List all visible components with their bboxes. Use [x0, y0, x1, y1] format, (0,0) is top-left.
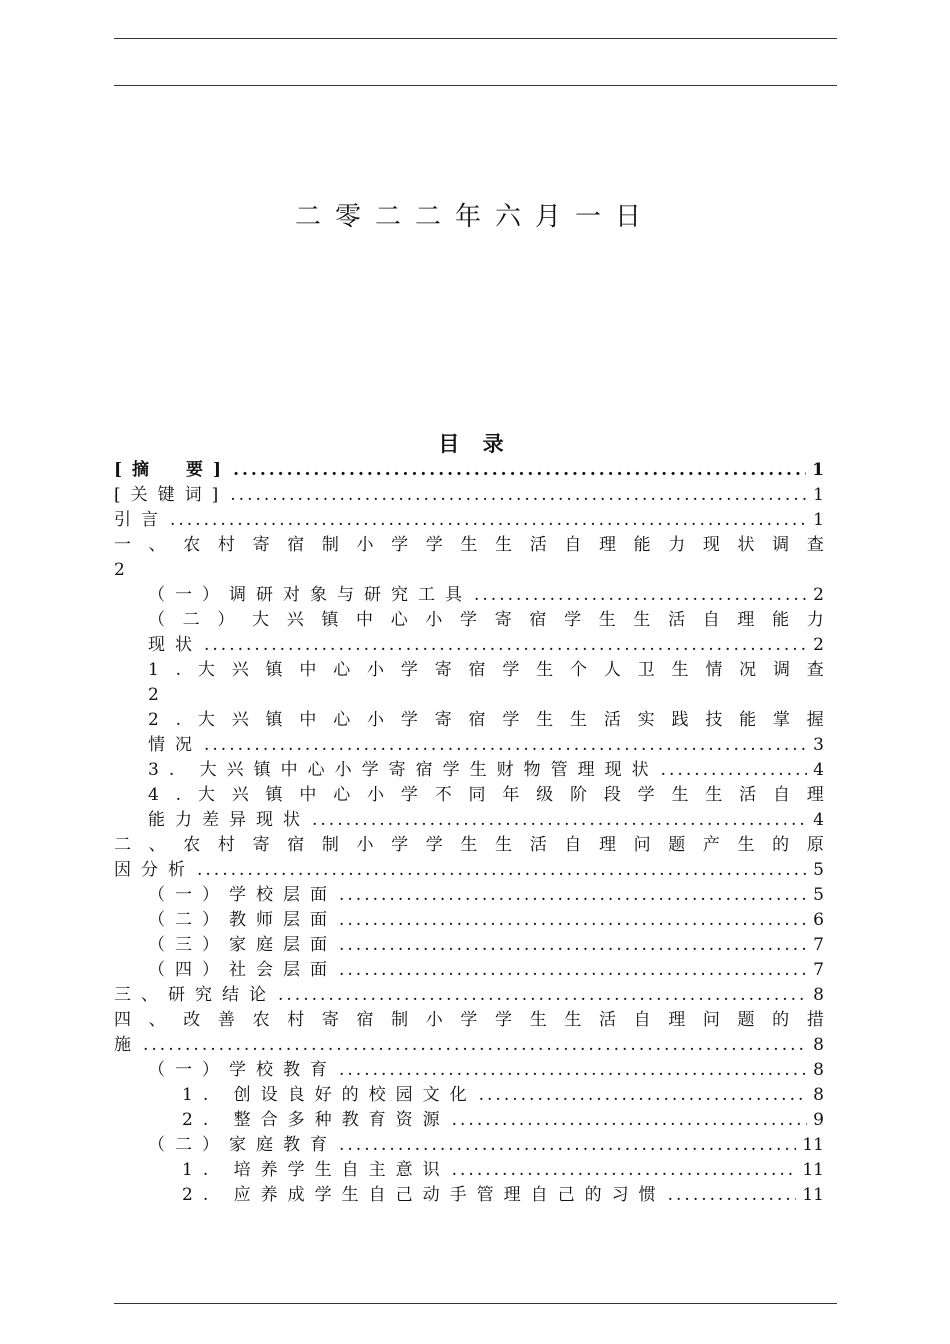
toc-entry-char: 调	[772, 535, 790, 555]
toc-entry-char: 农	[252, 1010, 270, 1030]
toc-entry-char: 人	[603, 660, 621, 680]
toc-entry-char: 宿	[287, 835, 305, 855]
toc-entry-title: 引言	[114, 510, 168, 530]
toc-page-number: 2	[813, 585, 824, 605]
toc-entry-char: 宿	[468, 710, 486, 730]
toc-entry-char: 践	[671, 710, 689, 730]
toc-entry-char: 中	[299, 660, 317, 680]
toc-entry[interactable]	[114, 483, 824, 508]
toc-entry-title: 2. 整合多种教育资源	[182, 1110, 450, 1130]
toc-dot-leader	[668, 1183, 797, 1208]
toc-entry-char: 2	[148, 710, 159, 730]
toc-dot-leader	[278, 983, 807, 1008]
toc-entry-char: 活	[739, 785, 757, 805]
toc-entry[interactable]	[114, 858, 824, 883]
toc-entry-char: 生	[598, 610, 616, 630]
toc-entry-char: 中	[356, 610, 374, 630]
toc-entry[interactable]	[114, 583, 824, 608]
toc-entry-char: 个	[570, 660, 587, 680]
toc-entry-char: 学	[400, 660, 418, 680]
toc-entry-char: 生	[671, 785, 689, 805]
toc-entry-char: 1	[148, 660, 159, 680]
toc-entry-wrapped[interactable]	[114, 1008, 824, 1033]
toc-entry-char: 理	[668, 1010, 686, 1030]
toc-entry-char: 生	[536, 660, 554, 680]
toc-entry-title: （二）家庭教育	[148, 1135, 337, 1155]
toc-entry-char: 力	[668, 535, 686, 555]
toc-title: 目 录	[438, 432, 512, 456]
toc-entry-char: 生	[495, 535, 513, 555]
header-rule-bottom	[114, 85, 837, 86]
toc-entry-title: 现状	[148, 635, 202, 655]
toc-page-number: 1	[813, 485, 824, 505]
toc-entry-title: （一）学校层面	[148, 885, 337, 905]
toc-dot-leader	[339, 958, 807, 983]
toc-entry-char: 、	[148, 835, 166, 855]
toc-entry-char: .	[175, 660, 182, 680]
toc-dot-leader	[143, 1033, 807, 1058]
toc-entry-char: 理	[598, 835, 616, 855]
toc-dot-leader	[479, 1083, 808, 1108]
toc-entry-char: 活	[529, 835, 547, 855]
toc-dot-leader	[339, 1133, 796, 1158]
toc-entry-char: 原	[806, 835, 824, 855]
toc-entry-char: 学	[502, 710, 520, 730]
toc-page-number: 2	[114, 560, 125, 580]
toc-entry-wrapped[interactable]	[114, 533, 824, 558]
toc-entry-char: 宿	[529, 610, 547, 630]
toc-entry-char: 学	[460, 610, 478, 630]
toc-entry-char: 、	[148, 1010, 166, 1030]
toc-page-number: 5	[813, 860, 824, 880]
toc-entry-char: 的	[772, 1010, 790, 1030]
toc-dot-leader	[339, 1058, 807, 1083]
toc-dot-leader	[339, 908, 807, 933]
toc-entry-char: 自	[564, 835, 582, 855]
toc-entry-char: 措	[806, 1010, 824, 1030]
toc-entry-char: 制	[391, 1010, 409, 1030]
toc-dot-leader	[230, 483, 807, 508]
toc-entry-char: 理	[598, 535, 616, 555]
toc-entry-char: 小	[425, 610, 443, 630]
toc-page-number: 1	[813, 510, 824, 530]
toc-entry-char: 村	[217, 835, 235, 855]
toc-entry-char: 调	[772, 660, 790, 680]
toc-dot-leader	[474, 583, 807, 608]
toc-entry-char: 学	[460, 1010, 478, 1030]
toc-entry-char: 小	[425, 1010, 443, 1030]
toc-page-number: 8	[813, 1060, 824, 1080]
toc-entry-char: 查	[806, 535, 824, 555]
toc-entry-char: 二	[182, 610, 200, 630]
toc-page-number: 2	[148, 685, 159, 705]
toc-page-number: 4	[813, 760, 824, 780]
toc-entry-wrapped[interactable]	[114, 658, 824, 683]
toc-entry-char: 学	[564, 610, 582, 630]
toc-entry-char: 大	[197, 660, 215, 680]
toc-entry-char: 状	[737, 535, 755, 555]
toc-entry-char: 产	[702, 835, 720, 855]
toc-page-number: 2	[813, 635, 824, 655]
toc-entry-title: 因分析	[114, 860, 195, 880]
toc-entry-char: 年	[502, 785, 520, 805]
toc-entry-title: 1. 培养学生自主意识	[182, 1160, 450, 1180]
toc-entry-char: 活	[529, 535, 547, 555]
toc-entry-char: 握	[806, 710, 824, 730]
toc-entry[interactable]	[114, 758, 824, 783]
toc-page-number: 7	[813, 935, 824, 955]
toc-entry-char: 题	[737, 1010, 755, 1030]
toc-entry[interactable]	[114, 983, 824, 1008]
toc-dot-leader	[452, 1158, 797, 1183]
toc-entry-char: 生	[633, 610, 651, 630]
toc-entry-char: 农	[183, 835, 201, 855]
toc-entry-title: （一）调研对象与研究工具	[148, 585, 472, 605]
toc-entry-char: 镇	[265, 710, 283, 730]
toc-entry-char: 活	[598, 1010, 616, 1030]
toc-entry-char: 一	[114, 535, 131, 555]
toc-entry-char: 学	[400, 785, 418, 805]
toc-entry-char: 镇	[321, 610, 339, 630]
toc-entry-char: 学	[391, 535, 409, 555]
toc-entry-char: 理	[806, 785, 824, 805]
toc-page-number: 8	[813, 1035, 824, 1055]
toc-entry-char: .	[175, 785, 182, 805]
toc-entry-title: （一）学校教育	[148, 1060, 337, 1080]
toc-entry-char: 学	[400, 710, 418, 730]
toc-entry-char: 小	[356, 835, 374, 855]
toc-entry-char: 中	[299, 710, 317, 730]
toc-entry-title: 1. 创设良好的校园文化	[182, 1085, 477, 1105]
toc-entry-char: 宿	[468, 660, 486, 680]
toc-entry-char: 况	[739, 660, 757, 680]
toc-entry-char: 情	[705, 660, 723, 680]
toc-entry[interactable]	[114, 1108, 824, 1133]
toc-entry-char: 寄	[321, 1010, 339, 1030]
toc-entry-char: 学	[425, 535, 443, 555]
table-of-contents	[114, 458, 824, 1208]
toc-entry-char: 镇	[265, 785, 283, 805]
toc-entry-char: 大	[252, 610, 270, 630]
toc-entry-wrapped[interactable]	[114, 708, 824, 733]
toc-entry-title: 3. 大兴镇中心小学寄宿学生财物管理现状	[148, 760, 659, 780]
toc-entry-char: 能	[772, 610, 790, 630]
toc-entry[interactable]	[114, 1158, 824, 1183]
toc-entry-char: 理	[737, 610, 755, 630]
toc-entry-char: 自	[633, 1010, 651, 1030]
toc-entry-char: ）	[217, 610, 235, 630]
toc-dot-leader	[170, 508, 807, 533]
toc-entry[interactable]	[114, 508, 824, 533]
toc-dot-leader	[661, 758, 808, 783]
toc-entry[interactable]	[114, 1083, 824, 1108]
toc-entry-char: 问	[633, 835, 651, 855]
toc-page-number: 11	[802, 1185, 824, 1205]
toc-entry-char: 生	[460, 535, 478, 555]
toc-entry[interactable]	[114, 633, 824, 658]
toc-entry-char: 不	[434, 785, 452, 805]
toc-entry-title: [摘 要]	[114, 460, 232, 480]
toc-entry-char: 、	[148, 535, 166, 555]
toc-entry-title: [关键词]	[114, 485, 229, 505]
toc-entry-char: 大	[197, 710, 215, 730]
toc-dot-leader	[204, 633, 807, 658]
toc-entry-char: 活	[603, 710, 621, 730]
toc-entry-continuation[interactable]	[114, 683, 824, 708]
toc-entry-char: 兴	[231, 785, 249, 805]
toc-entry-char: 兴	[231, 710, 249, 730]
toc-entry-char: .	[175, 710, 182, 730]
toc-entry[interactable]	[114, 933, 824, 958]
toc-entry-char: 段	[603, 785, 621, 805]
toc-page-number: 8	[813, 985, 824, 1005]
toc-entry-char: 生	[564, 1010, 582, 1030]
toc-entry-title: 能力差异现状	[148, 810, 310, 830]
toc-entry-char: 农	[183, 535, 201, 555]
toc-entry[interactable]	[114, 883, 824, 908]
toc-entry-char: 阶	[570, 785, 587, 805]
toc-entry[interactable]	[114, 1183, 824, 1208]
toc-entry-char: 心	[333, 660, 351, 680]
toc-entry[interactable]	[114, 1058, 824, 1083]
toc-entry-wrapped[interactable]	[114, 608, 824, 633]
toc-entry-char: 自	[772, 785, 790, 805]
toc-entry-char: 小	[367, 710, 385, 730]
toc-entry[interactable]	[114, 1133, 824, 1158]
toc-entry-char: 活	[668, 610, 686, 630]
toc-entry-char: 小	[356, 535, 374, 555]
toc-entry-char: 4	[148, 785, 159, 805]
toc-entry-char: 寄	[494, 610, 512, 630]
toc-entry-char: 宿	[356, 1010, 374, 1030]
toc-page-number: 1	[812, 460, 824, 480]
toc-entry-char: 级	[536, 785, 554, 805]
toc-page-number: 7	[813, 960, 824, 980]
toc-entry-char: 四	[114, 1010, 131, 1030]
toc-entry-char: 卫	[637, 660, 655, 680]
toc-entry-char: 生	[705, 785, 723, 805]
toc-entry-title: （三）家庭层面	[148, 935, 337, 955]
toc-entry-char: 心	[333, 785, 351, 805]
toc-entry-char: 生	[529, 1010, 547, 1030]
toc-entry-title: 三、研究结论	[114, 985, 276, 1005]
toc-entry-char: 寄	[434, 710, 452, 730]
toc-dot-leader	[204, 733, 807, 758]
toc-entry-char: 善	[217, 1010, 235, 1030]
toc-entry-char: 心	[390, 610, 408, 630]
toc-entry-char: 兴	[286, 610, 304, 630]
toc-page-number: 11	[802, 1135, 824, 1155]
toc-entry-wrapped[interactable]	[114, 783, 824, 808]
toc-page-number: 4	[813, 810, 824, 830]
toc-entry-char: 生	[536, 710, 554, 730]
toc-entry-char: 生	[495, 835, 513, 855]
toc-entry-char: 制	[321, 835, 339, 855]
toc-entry-char: 生	[737, 835, 755, 855]
toc-entry-char: 生	[460, 835, 478, 855]
toc-entry-char: （	[148, 610, 165, 630]
toc-entry-char: 寄	[252, 535, 270, 555]
toc-entry-char: 心	[333, 710, 351, 730]
toc-entry-char: 的	[772, 835, 790, 855]
toc-entry-char: 同	[468, 785, 486, 805]
toc-entry-continuation[interactable]	[114, 558, 824, 583]
toc-page-number: 6	[813, 910, 824, 930]
toc-entry-char: 掌	[772, 710, 790, 730]
toc-entry-char: 二	[114, 835, 131, 855]
toc-entry-char: 大	[197, 785, 215, 805]
toc-entry-char: 生	[570, 710, 587, 730]
toc-entry-char: 现	[702, 535, 720, 555]
toc-entry-char: 村	[287, 1010, 305, 1030]
toc-page-number: 8	[813, 1085, 824, 1105]
toc-entry-char: 查	[806, 660, 824, 680]
toc-entry-char: 学	[425, 835, 443, 855]
toc-entry-char: 小	[367, 785, 385, 805]
toc-entry[interactable]	[114, 1033, 824, 1058]
toc-entry-char: 题	[668, 835, 686, 855]
toc-entry-char: 学	[502, 660, 520, 680]
toc-entry-char: 力	[806, 610, 824, 630]
toc-dot-leader	[197, 858, 807, 883]
toc-entry-title: 情况	[148, 735, 202, 755]
toc-entry-char: 学	[495, 1010, 513, 1030]
toc-page-number: 9	[813, 1110, 824, 1130]
toc-entry-char: 自	[564, 535, 582, 555]
footer-rule	[114, 1303, 837, 1304]
toc-entry[interactable]	[114, 958, 824, 983]
toc-entry-title: （二）教师层面	[148, 910, 337, 930]
toc-entry-char: 宿	[287, 535, 305, 555]
toc-dot-leader	[452, 1108, 808, 1133]
toc-entry[interactable]	[114, 458, 824, 483]
toc-entry-char: 生	[671, 660, 689, 680]
toc-entry-char: 自	[702, 610, 720, 630]
toc-page-number: 11	[802, 1160, 824, 1180]
toc-entry-char: 实	[637, 710, 655, 730]
toc-entry-title: 施	[114, 1035, 141, 1055]
toc-dot-leader	[339, 933, 807, 958]
toc-entry-char: 村	[217, 535, 235, 555]
toc-entry[interactable]	[114, 908, 824, 933]
toc-entry[interactable]	[114, 808, 824, 833]
toc-entry-char: 小	[367, 660, 385, 680]
toc-entry-char: 寄	[434, 660, 452, 680]
toc-dot-leader	[233, 458, 806, 483]
toc-entry-char: 镇	[265, 660, 283, 680]
toc-entry-char: 技	[705, 710, 723, 730]
toc-page-number: 3	[813, 735, 824, 755]
toc-entry-char: 学	[391, 835, 409, 855]
toc-entry-char: 能	[739, 710, 757, 730]
toc-entry[interactable]	[114, 733, 824, 758]
toc-entry-char: 寄	[252, 835, 270, 855]
header-rule-top	[114, 38, 837, 39]
toc-entry-char: 制	[321, 535, 339, 555]
toc-entry-wrapped[interactable]	[114, 833, 824, 858]
toc-entry-char: 改	[183, 1010, 201, 1030]
toc-dot-leader	[339, 883, 807, 908]
toc-entry-char: 能	[633, 535, 651, 555]
toc-entry-char: 中	[299, 785, 317, 805]
toc-entry-char: 问	[702, 1010, 720, 1030]
toc-entry-title: 2. 应养成学生自己动手管理自己的习惯	[182, 1185, 666, 1205]
toc-dot-leader	[312, 808, 807, 833]
toc-entry-char: 兴	[231, 660, 249, 680]
toc-entry-char: 学	[637, 785, 655, 805]
toc-page-number: 5	[813, 885, 824, 905]
toc-entry-title: （四）社会层面	[148, 960, 337, 980]
cover-date: 二零二二年六月一日	[294, 202, 655, 232]
